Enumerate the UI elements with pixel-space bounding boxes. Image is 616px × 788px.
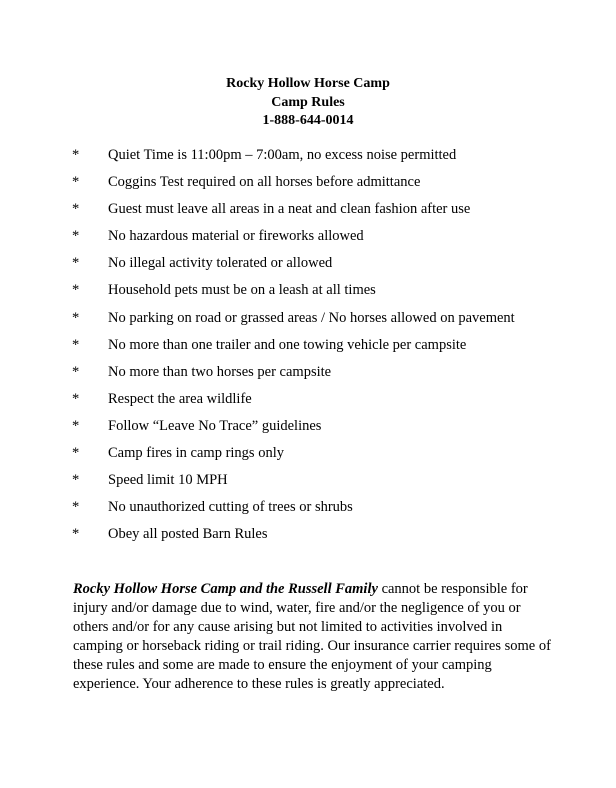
disclaimer-body: cannot be responsible for injury and/or damage due to wind, water, fire and/or the negligence of you or others and/or for any cause arising but not limited to activities involved in camping or horseback riding or trail riding. Our insurance carrier requires some of these rules and some are made to ensure the enjoyment of your camping experience. Your adherence to these rules is greatly appreciated.	[73, 581, 551, 692]
rule-item	[0, 308, 616, 335]
rule-text: No hazardous material or fireworks allowed	[108, 228, 364, 245]
rules-list	[0, 145, 616, 551]
rule-text: No more than two horses per campsite	[108, 363, 332, 380]
bullet-marker: *	[72, 336, 80, 353]
bullet-marker: *	[72, 228, 80, 245]
rule-text: No more than one trailer and one towing vehicle per campsite	[108, 336, 467, 353]
rule-item	[0, 389, 616, 416]
bullet-marker: *	[72, 390, 80, 407]
bullet-marker: *	[72, 255, 80, 272]
rule-item	[0, 172, 616, 199]
bullet-marker: *	[72, 174, 80, 191]
rule-item	[0, 524, 616, 551]
rule-text: Follow “Leave No Trace” guidelines	[108, 417, 322, 434]
bullet-marker: *	[72, 526, 80, 543]
phone-number: 1-888-644-0014	[262, 113, 354, 128]
rule-item	[0, 145, 616, 172]
rule-item	[0, 199, 616, 226]
bullet-marker: *	[72, 147, 80, 163]
rule-text: Coggins Test required on all horses before admittance	[108, 174, 421, 191]
disclaimer-paragraph	[73, 580, 551, 694]
bullet-marker: *	[72, 472, 80, 489]
rule-item	[0, 362, 616, 389]
rule-text: Obey all posted Barn Rules	[108, 526, 268, 543]
bullet-marker: *	[72, 445, 80, 462]
rule-text: No unauthorized cutting of trees or shrubs	[108, 499, 353, 516]
rule-item	[0, 443, 616, 470]
rule-text: Quiet Time is 11:00pm – 7:00am, no excess noise permitted	[108, 147, 457, 163]
rule-item	[0, 416, 616, 443]
bullet-marker: *	[72, 499, 80, 516]
document-subtitle: Camp Rules	[271, 94, 345, 110]
rule-text: Speed limit 10 MPH	[108, 472, 228, 489]
rule-text: No illegal activity tolerated or allowed	[108, 255, 333, 272]
rule-text: Household pets must be on a leash at all times	[108, 282, 376, 299]
bullet-marker: *	[72, 363, 80, 380]
rule-item	[0, 280, 616, 307]
rule-item	[0, 497, 616, 524]
rule-item	[0, 335, 616, 362]
rule-item	[0, 226, 616, 253]
rule-item	[0, 470, 616, 497]
bullet-marker: *	[72, 309, 80, 326]
camp-title: Rocky Hollow Horse Camp	[226, 76, 390, 91]
bullet-marker: *	[72, 417, 80, 434]
document-header	[0, 75, 616, 131]
rule-text: No parking on road or grassed areas / No horses allowed on pavement	[108, 309, 515, 326]
rule-item	[0, 253, 616, 280]
disclaimer-lead: Rocky Hollow Horse Camp and the Russell Family	[73, 581, 378, 597]
bullet-marker: *	[72, 282, 80, 299]
rule-text: Camp fires in camp rings only	[108, 445, 284, 462]
bullet-marker: *	[72, 201, 80, 218]
rule-text: Guest must leave all areas in a neat and clean fashion after use	[108, 201, 471, 218]
rule-text: Respect the area wildlife	[108, 390, 252, 407]
